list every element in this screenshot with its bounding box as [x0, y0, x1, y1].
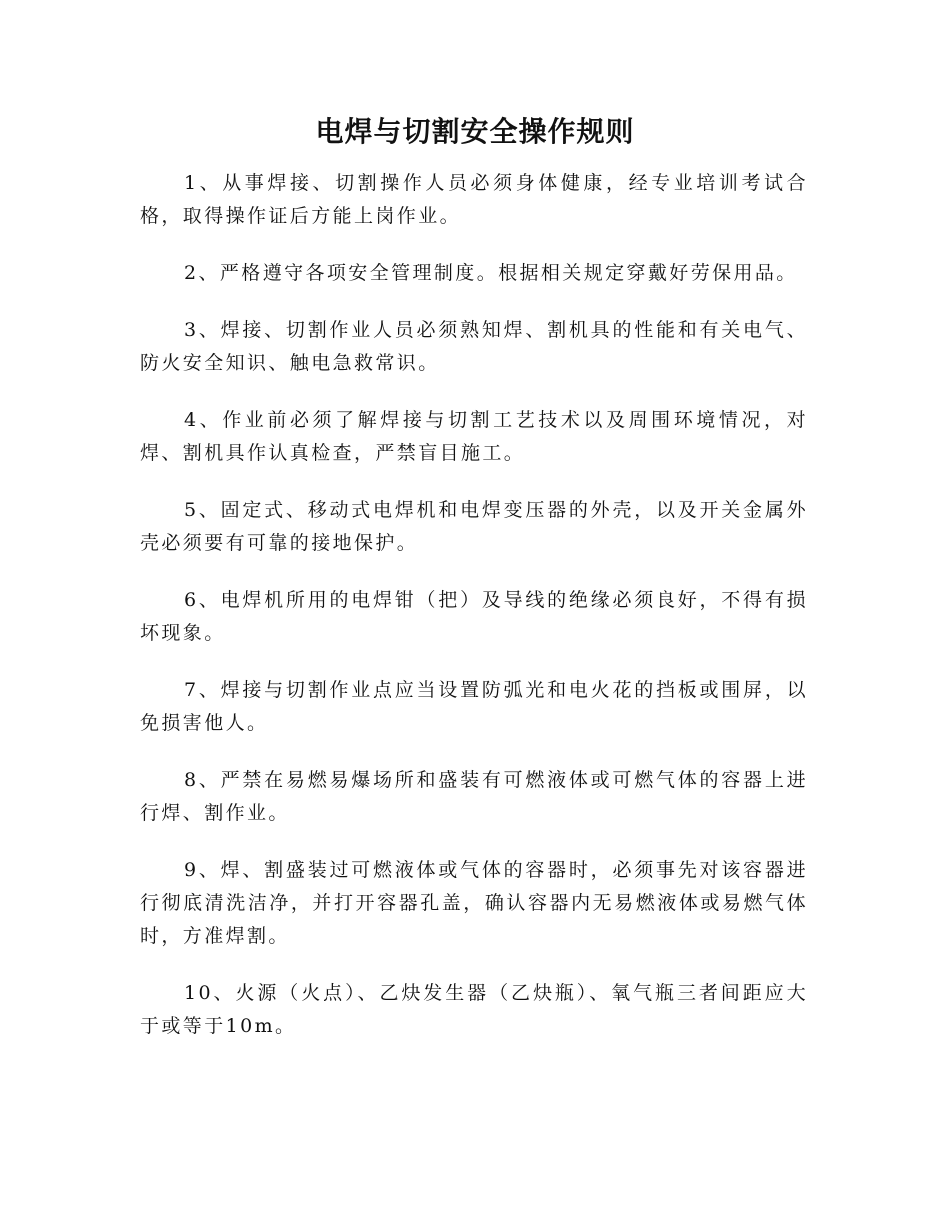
rule-item: 1、从事焊接、切割操作人员必须身体健康，经专业培训考试合格，取得操作证后方能上岗作业。	[140, 172, 808, 227]
rule-item: 3、焊接、切割作业人员必须熟知焊、割机具的性能和有关电气、防火安全知识、触电急救常识。	[140, 319, 808, 374]
rule-item: 2、严格遵守各项安全管理制度。根据相关规定穿戴好劳保用品。	[184, 262, 798, 284]
rule-item: 9、焊、割盛装过可燃液体或气体的容器时，必须事先对该容器进行彻底清洗洁净，并打开容器孔盖，确认容器内无易燃液体或易燃气体时，方准焊割。	[140, 859, 808, 947]
rules-list	[140, 167, 808, 1067]
document-title: 电焊与切割安全操作规则	[315, 115, 635, 148]
rule-item: 6、电焊机所用的电焊钳（把）及导线的绝缘必须良好，不得有损坏现象。	[140, 589, 808, 644]
rule-item: 4、作业前必须了解焊接与切割工艺技术以及周围环境情况，对焊、割机具作认真检查，严禁盲目施工。	[140, 409, 808, 464]
rule-item: 8、严禁在易燃易爆场所和盛装有可燃液体或可燃气体的容器上进行焊、割作业。	[140, 769, 808, 824]
rule-item: 5、固定式、移动式电焊机和电焊变压器的外壳，以及开关金属外壳必须要有可靠的接地保护。	[140, 499, 808, 554]
rule-item: 10、火源（火点）、乙炔发生器（乙炔瓶）、氧气瓶三者间距应大于或等于10m。	[140, 982, 808, 1037]
rule-item: 7、焊接与切割作业点应当设置防弧光和电火花的挡板或围屏，以免损害他人。	[140, 679, 808, 734]
